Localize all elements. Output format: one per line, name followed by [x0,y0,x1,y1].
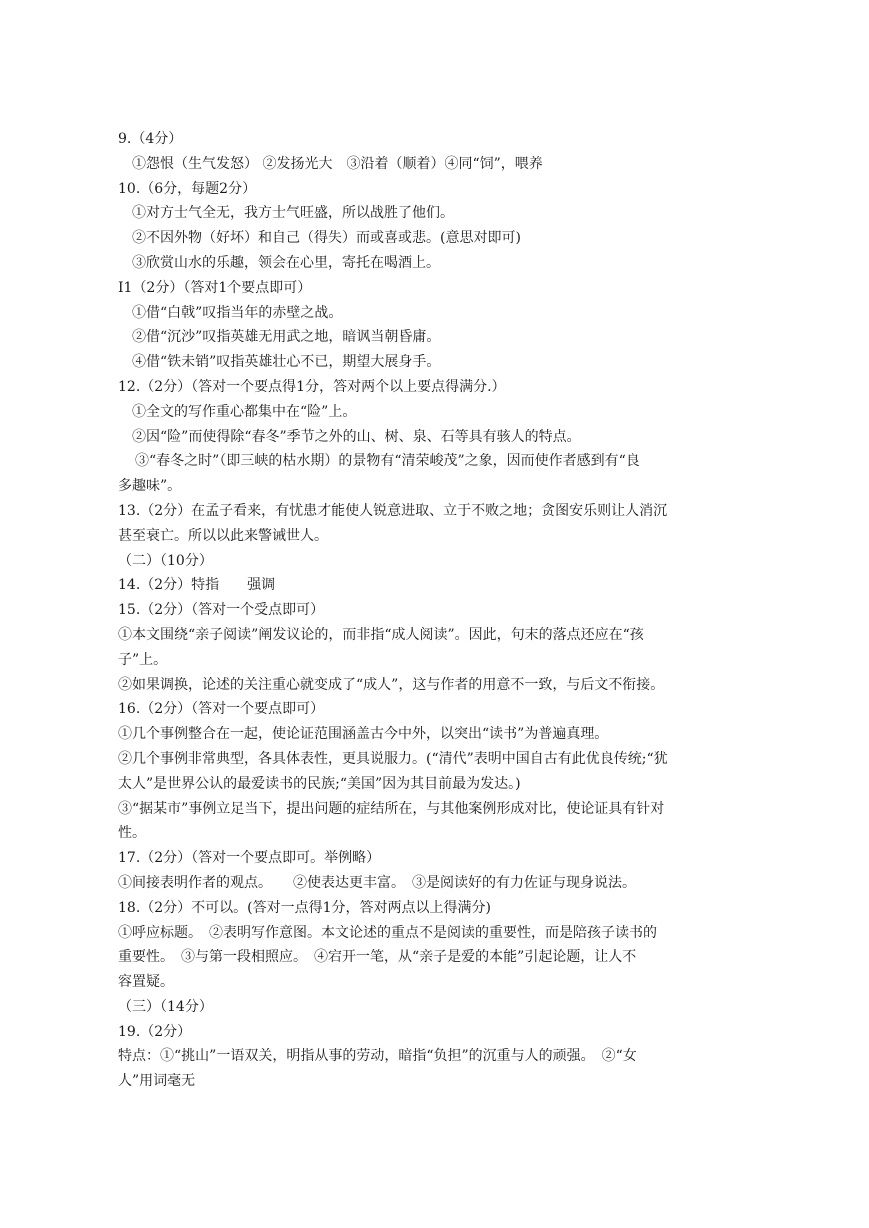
q16-answer-3: ③“据某市”事例立足当下，提出问题的症结所在，与其他案例形成对比，使论证具有针对 [118,800,665,817]
section-2-heading: （二）（10分） [118,552,213,569]
q9-heading: 9.（4分） [118,131,183,147]
q11-answer-4: ④借“铁未销”叹指英雄壮心不已，期望大展身手。 [132,354,441,371]
q12-heading: 12.（2分）（答对一个要点得1分，答对两个以上要点得满分.） [118,378,506,395]
q11-answer-2: ②借“沉沙”叹指英雄无用武之地，暗讽当朝昏庸。 [132,329,441,346]
q19-heading: 19.（2分） [118,1023,192,1040]
q18-answers-cont-2: 容置疑。 [118,974,174,991]
q11-answer-1: ①借“白戟”叹指当年的赤壁之战。 [132,304,343,321]
q18-heading: 18.（2分）不可以。(答对一点得1分，答对两点以上得满分) [118,899,492,916]
q17-answers: ①间接表明作者的观点。 ②使表达更丰富。 ③是阅读好的有力佐证与现身说法。 [118,874,636,891]
q15-answer-1: ①本文围绕“亲子阅读”阐发议论的，而非指“成人阅读”。因此，句末的落点还应在“孩 [118,626,644,643]
q16-answer-1: ①几个事例整合在一起，使论证范围涵盖古今中外，以突出“读书”为普遍真理。 [118,726,609,743]
q18-answers: ①呼应标题。 ②表明写作意图。本文论述的重点不是阅读的重要性，而是陪孩子读书的 [118,924,657,941]
q10-answer-1: ①对方士气全无，我方士气旺盛，所以战胜了他们。 [132,205,454,222]
q17-heading: 17.（2分）（答对一个要点即可。举例略） [118,850,381,867]
q14-answer: 14.（2分）特指 强调 [118,577,276,594]
q16-answer-2: ②几个事例非常典型，各具体表性，更具说服力。(“清代”表明中国自古有此优良传统;“犹 [118,750,668,767]
q16-answer-2-cont: 太人”是世界公认的最爱读书的民族;“美国”因为其目前最为发达。) [118,775,521,792]
q18-answers-cont: 重要性。 ③与第一段相照应。 ④宕开一笔，从“亲子是爱的本能”引起论题，让人不 [118,949,637,966]
q12-answer-2: ②因“险”而使得除“春冬”季节之外的山、树、泉、石等具有骇人的特点。 [132,428,581,445]
q12-answer-1: ①全文的写作重心都集中在“险”上。 [132,403,357,420]
q19-answer: 特点：①“挑山”一语双关，明指从事的劳动，暗指“负担”的沉重与人的顽强。 ②“女 [118,1048,637,1065]
q19-answer-cont: 人”用词毫无 [118,1073,196,1090]
answer-key-text [118,127,743,1094]
q12-answer-3-cont: 多趣味”。 [118,478,182,495]
q15-answer-1-cont: 子”上。 [118,651,168,668]
q15-answer-2: ②如果调换，论述的关注重心就变成了“成人”，这与作者的用意不一致，与后文不衔接。 [118,676,665,693]
q12-answer-3: ③“春冬之时”（即三峡的枯水期）的景物有“清荣峻茂”之象，因而使作者感到有“良 [135,453,640,470]
q11-heading: I1（2分）（答对1个要点即可） [118,279,312,296]
q16-answer-3-cont: 性。 [118,825,146,842]
q13-answer: 13.（2分）在孟子看来，有忧患才能使人锐意进取、立于不败之地；贪图安乐则让人消沉 [118,502,668,519]
section-3-heading: （三）（14分） [118,998,213,1015]
q16-heading: 16.（2分）（答对一个要点即可） [118,701,325,718]
q10-answer-3: ③欣赏山水的乐趣，领会在心里，寄托在喝酒上。 [132,254,440,271]
q10-answer-2: ②不因外物（好坏）和自己（得失）而或喜或悲。(意思对即可) [132,230,521,247]
q15-heading: 15.（2分）（答对一个受点即可） [118,602,325,619]
q9-answers: ①怨恨（生气发怒） ②发扬光大 ③沿着（顺着）④同“饲”，喂养 [132,155,543,172]
q13-answer-cont: 甚至衰亡。所以以此来警诫世人。 [118,527,328,544]
q10-heading: 10.（6分，每题2分） [118,180,257,197]
